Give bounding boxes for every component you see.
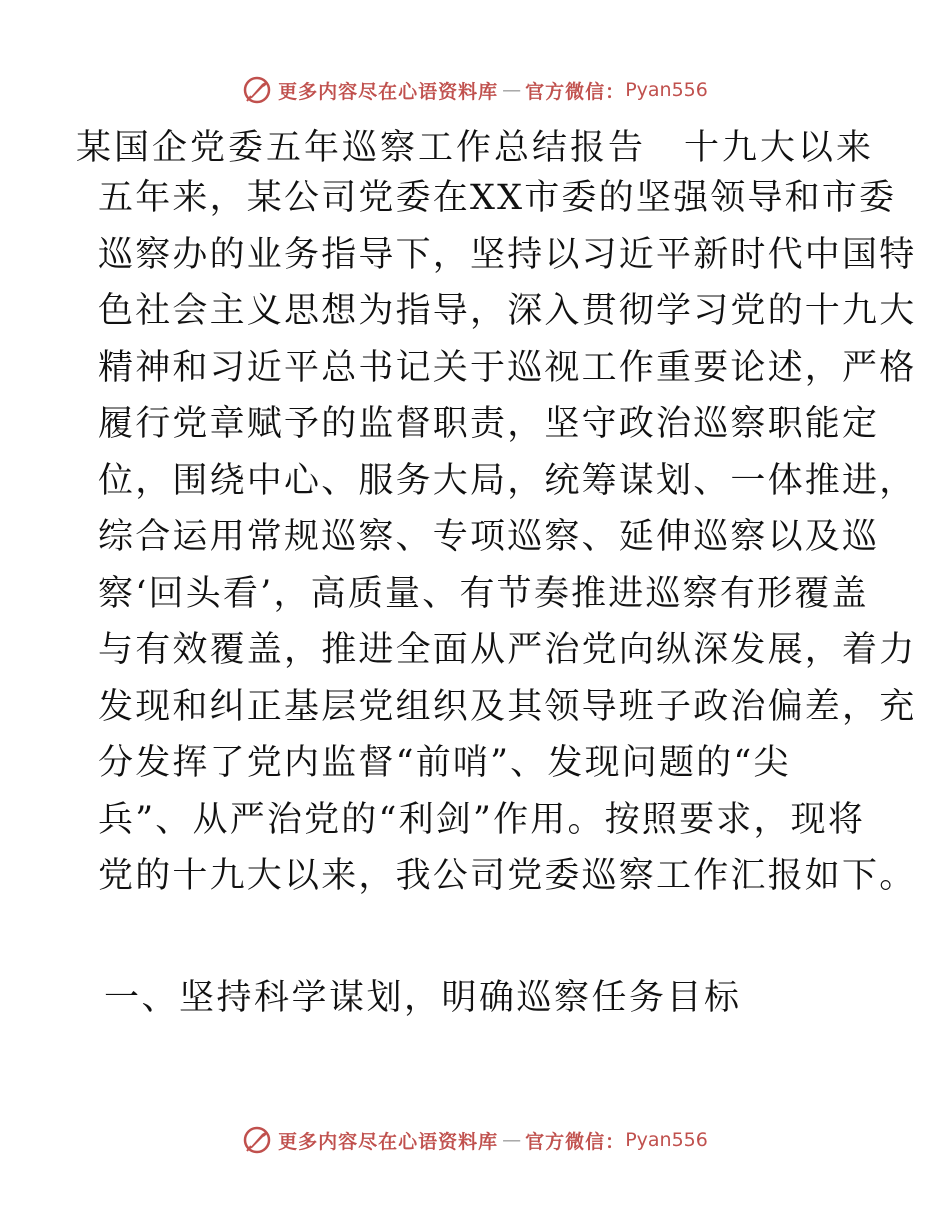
footer-watermark (0, 1120, 950, 1160)
section-heading: 一、坚持科学谋划，明确巡察任务目标 (104, 978, 742, 1018)
watermark-separator: — (502, 1129, 522, 1151)
paragraph-line: 分发挥了党内监督“前哨”、发现问题的“尖 (98, 743, 791, 783)
watermark-wechat-label: 官方微信： (525, 80, 626, 103)
document-title: 某国企党委五年巡察工作总结报告 十九大以来 (75, 128, 874, 168)
paragraph-line: 党的十九大以来，我公司党委巡察工作汇报如下。 (98, 856, 917, 896)
watermark-wechat-label: 官方微信： (525, 1130, 626, 1153)
paragraph-line: 履行党章赋予的监督职责，坚守政治巡察职能定 (98, 404, 880, 444)
watermark-site-text: 更多内容尽在心语资料库 (278, 1130, 499, 1153)
paragraph-line: 察‘回头看’，高质量、有节奏推进巡察有形覆盖 (98, 573, 869, 614)
header-watermark (0, 70, 950, 110)
paragraph-line: 巡察办的业务指导下，坚持以习近平新时代中国特 (98, 234, 917, 275)
watermark-separator: — (502, 79, 522, 101)
watermark-wechat-id: Pyan556 (625, 1129, 708, 1151)
paragraph-line: 发现和纠正基层党组织及其领导班子政治偏差，充 (98, 686, 917, 727)
paragraph-line: 兵”、从严治党的“利剑”作用。按照要求，现将 (98, 799, 866, 840)
paragraph-line: 与有效覆盖，推进全面从严治党向纵深发展，着力 (98, 630, 917, 670)
paragraph-line: 位，围绕中心、服务大局，统筹谋划、一体推进， (98, 460, 917, 501)
paragraph-line: 精神和习近平总书记关于巡视工作重要论述，严格 (98, 347, 917, 388)
feather-pen-logo-icon (242, 1125, 272, 1155)
body-paragraph (98, 170, 917, 905)
paragraph-line: 色社会主义思想为指导，深入贯彻学习党的十九大 (98, 291, 917, 331)
watermark-wechat-id: Pyan556 (625, 79, 708, 101)
feather-pen-logo-icon (242, 75, 272, 105)
paragraph-line: 综合运用常规巡察、专项巡察、延伸巡察以及巡 (98, 517, 880, 557)
paragraph-line: 五年来，某公司党委在XX市委的坚强领导和市委 (98, 178, 897, 218)
watermark-site-text: 更多内容尽在心语资料库 (278, 80, 499, 103)
